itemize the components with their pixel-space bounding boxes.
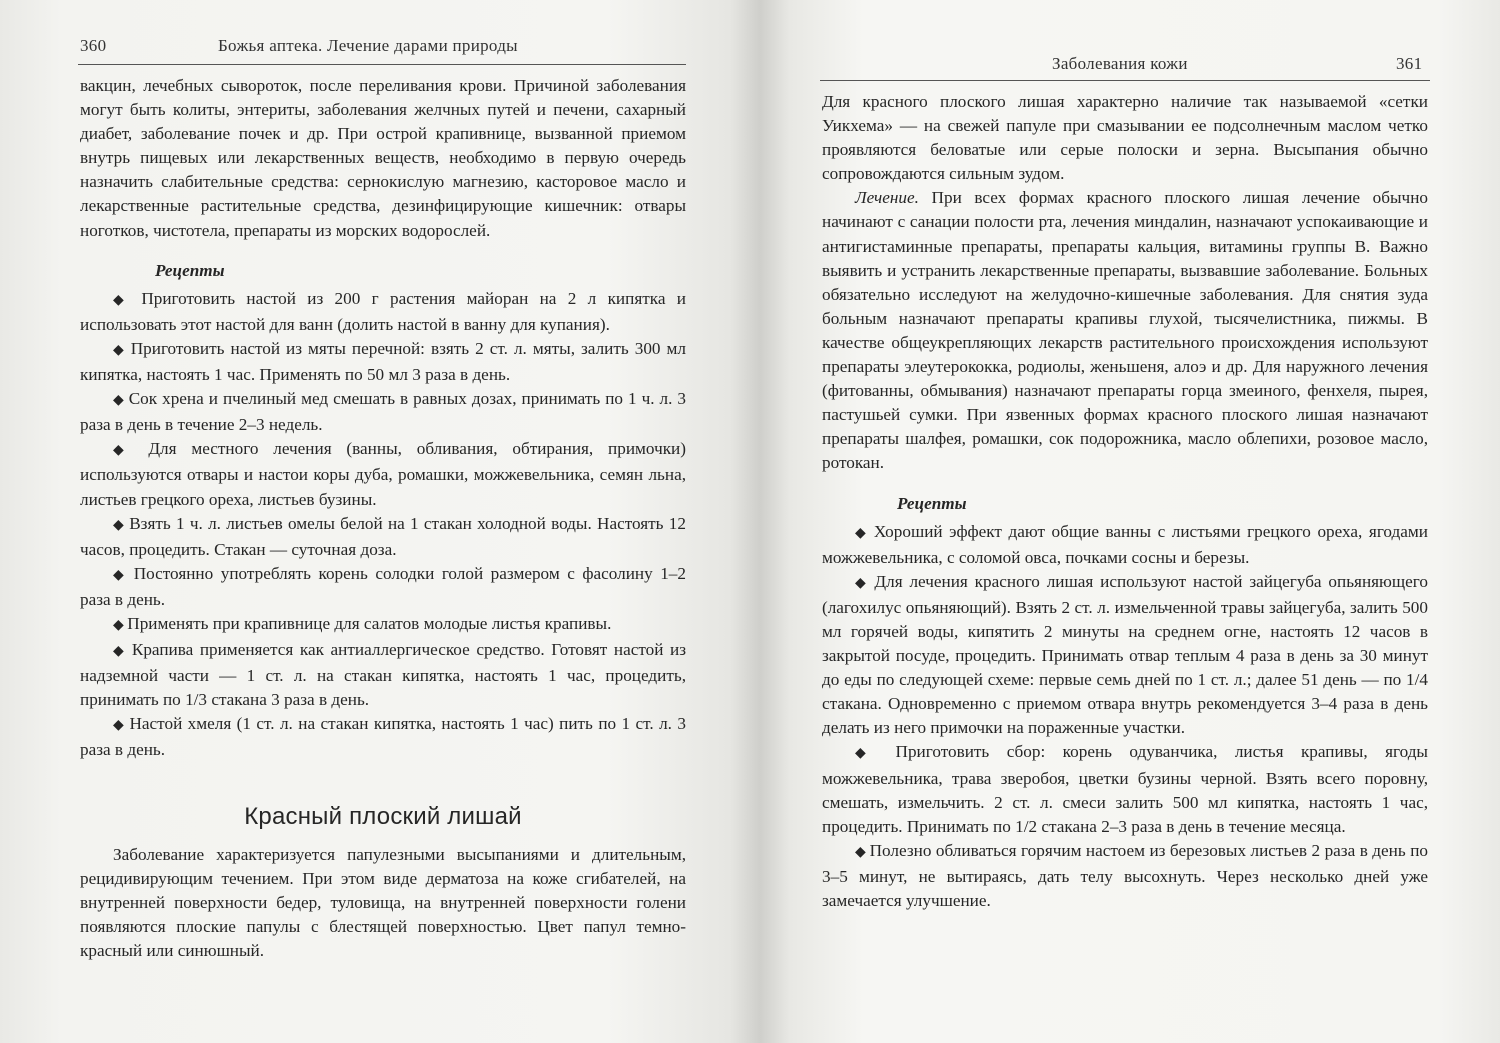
recipe-item: ◆ Хороший эффект дают общие ванны с листьями грецкого ореха, ягодами можжевельника, с соломой овса, почками сосны и березы. [822, 520, 1428, 570]
recipe-item: ◆ Настой хмеля (1 ст. л. на стакан кипятка, настоять 1 час) пить по 1 ст. л. 3 раза в день. [80, 712, 686, 762]
treatment-text: При всех формах красного плоского лишая лечение обычно начинают с санации полости рта, лечения миндалин, назначают успокаивающие и антигистаминные препараты, препараты кальция, витамины группы В. Важно выявить и устранить лекарственные препараты, вызвавшие заболевание. Больных обязательно исследуют на желудочно-кишечные заболевания. Для снятия зуда больным назначают препараты крапивы глухой, тысячелистника, пижмы. В качестве общеукрепляющих лекарств растительного происхождения используют препараты элеутерококка, родиолы, женьшеня, алоэ и др. Для наружного лечения (фитованны, обмывания) назначают препараты горца змеиного, фенхеля, пырея, пастушьей сумки. При язвенных формах красного плоского лишая назначают препараты шалфея, ромашки, сок подорожника, масло облепихи, розовое масло, ротокан. [822, 188, 1428, 473]
right-page [760, 0, 1500, 1043]
recipe-item: ◆ Приготовить настой из 200 г растения майоран на 2 л кипятка и использовать этот настой для ванн (долить настой в ванну для купания). [80, 287, 686, 337]
header-rule [78, 64, 686, 65]
recipes-heading: Рецепты [155, 260, 225, 280]
recipe-item: ◆ Применять при крапивнице для салатов молодые листья крапивы. [80, 612, 686, 638]
recipe-item: ◆ Постоянно употреблять корень солодки голой размером с фасолину 1–2 раза в день. [80, 562, 686, 612]
paragraph [822, 186, 1428, 475]
paragraph: Заболевание характеризуется папулезными высыпаниями и длительным, рецидивирующим течением. При этом виде дерматоза на коже сгибателей, на внутренней поверхности бедер, туловища, на внутренней поверхности голени появляются плоские папулы с блестящей поверхностью. Цвет папул темно-красный или синюшный. [80, 844, 686, 960]
page-number: 360 [80, 36, 107, 55]
recipe-item: ◆ Сок хрена и пчелиный мед смешать в равных дозах, принимать по 1 ч. л. 3 раза в день в течение 2–3 недель. [80, 387, 686, 437]
recipe-item: ◆ Для местного лечения (ванны, обливания, обтирания, примочки) используются отвары и настои коры дуба, ромашки, можжевельника, семян льна, листьев грецкого ореха, листьев бузины. [80, 437, 686, 511]
recipe-item: ◆ Приготовить настой из мяты перечной: взять 2 ст. л. мяты, залить 300 мл кипятка, настоять 1 час. Применять по 50 мл 3 раза в день. [80, 337, 686, 387]
recipe-item: ◆ Приготовить сбор: корень одуванчика, листья крапивы, ягоды можжевельника, трава зверобоя, цветки бузины черной. Взять всего поровну, смешать, измельчить. 2 ст. л. смеси залить 500 мл кипятка, настоять 1 час, процедить. Принимать по 1/2 стакана 2–3 раза в день в течение месяца. [822, 740, 1428, 838]
recipes-heading: Рецепты [897, 493, 967, 513]
paragraph: вакцин, лечебных сывороток, после переливания крови. Причиной заболевания могут быть колиты, энтериты, заболевания желчных путей и печени, сахарный диабет, заболевание почек и др. При острой крапивнице, вызванной приемом внутрь пищевых или лекарственных веществ, необходимо в первую очередь назначить слабительные средства: сернокислую магнезию, касторовое масло и лекарственные растительные средства, дезинфицирующие кишечник: отвары ноготков, чистотела, препараты из морских водорослей. [80, 76, 686, 240]
running-title: Божья аптека. Лечение дарами природы [218, 36, 518, 55]
section-title: Красный плоский лишай [244, 802, 522, 830]
treatment-label: Лечение. [855, 188, 919, 208]
recipe-item: ◆ Взять 1 ч. л. листьев омелы белой на 1 стакан холодной воды. Настоять 12 часов, процедить. Стакан — суточная доза. [80, 512, 686, 562]
page-number: 361 [1396, 54, 1423, 73]
right-body [822, 90, 1428, 913]
recipe-item: ◆ Для лечения красного лишая используют настой зайцегуба опьяняющего (лагохилус опьяняющий). Взять 2 ст. л. измельченной травы зайцегуба, залить 500 мл горячей воды, кипятить 2 минуты на среднем огне, настоять 12 часов в закрытой посуде, процедить. Принимать отвар теплым 4 раза в день за 30 минут до еды по следующей схеме: первые семь дней по 1 ст. л.; далее 51 день — по 1/4 стакана. Одновременно с приемом отвара внутрь рекомендуется 3–4 раза в день делать из него примочки на пораженные участки. [822, 570, 1428, 741]
paragraph: Для красного плоского лишая характерно наличие так называемой «сетки Уикхема» — на свежей папуле при смазывании ее подсолнечным маслом четко проявляются беловатые или серые полоски и зерна. Высыпания обычно сопровождаются сильным зудом. [822, 92, 1428, 184]
header-rule [820, 80, 1430, 81]
left-body [80, 74, 686, 963]
recipe-item: ◆ Полезно обливаться горячим настоем из березовых листьев 2 раза в день по 3–5 минут, не вытираясь, дать телу высохнуть. Через несколько дней уже замечается улучшение. [822, 839, 1428, 913]
recipe-item: ◆ Крапива применяется как антиаллергическое средство. Готовят настой из надземной части — 1 ст. л. на стакан кипятка, настоять 1 час, процедить, принимать по 1/3 стакана 3 раза в день. [80, 638, 686, 712]
running-title: Заболевания кожи [1052, 54, 1188, 73]
